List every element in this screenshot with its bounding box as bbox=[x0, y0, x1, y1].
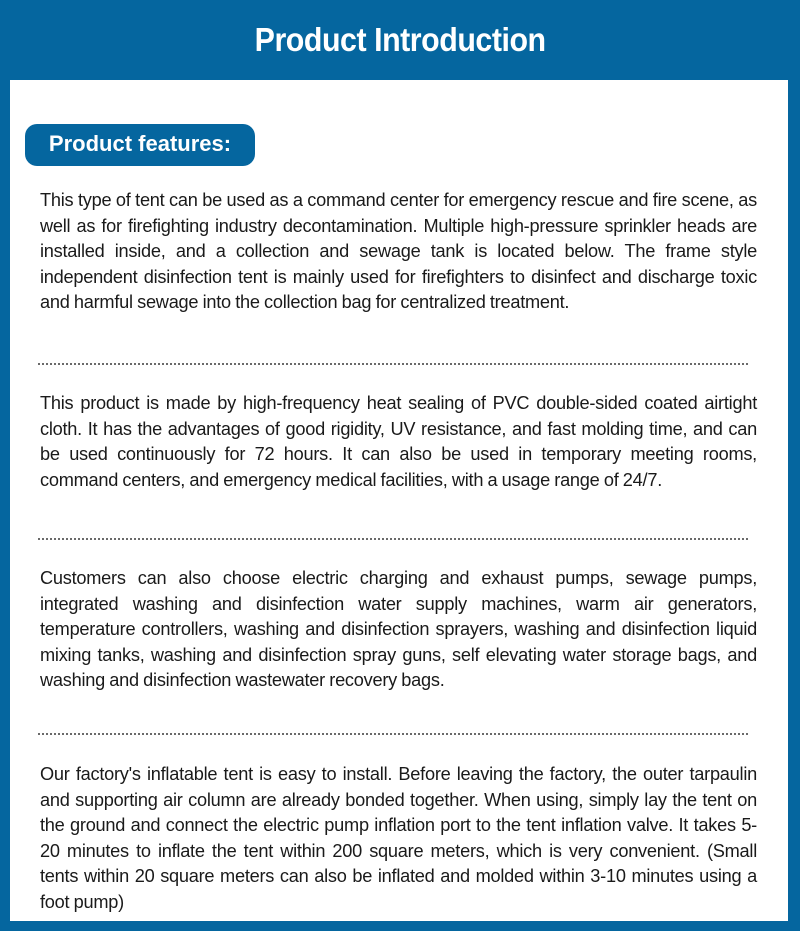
feature-paragraph-1: This type of tent can be used as a command center for emergency rescue and fire scene, as well as for firefighting industry decontamination. Multiple high-pressure sprinkler heads are installed inside, and a collection and sewage tank is located below. The frame style independent disinfection tent is mainly used for firefighters to disinfect and discharge toxic and harmful sewage into the collection bag for centralized treatment. bbox=[40, 190, 757, 313]
dotted-divider bbox=[38, 538, 748, 540]
page-title: Product Introduction bbox=[254, 21, 546, 58]
feature-paragraph-4: Our factory's inflatable tent is easy to install. Before leaving the factory, the outer tarpaulin and supporting air column are already bonded together. When using, simply lay the tent on the ground and connect the electric pump inflation port to the tent inflation valve. It takes 5-20 minutes to inflate the tent within 200 square meters, which is very convenient. (Small tents within 20 square meters can also be inflated and molded within 3-10 minutes using a foot pump) bbox=[40, 764, 757, 912]
dotted-divider bbox=[38, 363, 748, 365]
feature-paragraph-3: Customers can also choose electric charging and exhaust pumps, sewage pumps, integrated washing and disinfection water supply machines, warm air generators, temperature controllers, washing and disinfection sprayers, washing and disinfection liquid mixing tanks, washing and disinfection spray guns, self elevating water storage bags, and washing and disinfection wastewater recovery bags. bbox=[40, 568, 757, 691]
feature-paragraph-2: This product is made by high-frequency heat sealing of PVC double-sided coated airtight cloth. It has the advantages of good rigidity, UV resistance, and fast molding time, and can be used continuously for 72 hours. It can also be used in temporary meeting rooms, command centers, and emergency medical facilities, with a usage range of 24/7. bbox=[40, 393, 757, 490]
dotted-divider bbox=[38, 733, 748, 735]
section-badge: Product features: bbox=[25, 124, 255, 166]
page-header bbox=[0, 0, 800, 80]
content-panel bbox=[10, 80, 788, 921]
